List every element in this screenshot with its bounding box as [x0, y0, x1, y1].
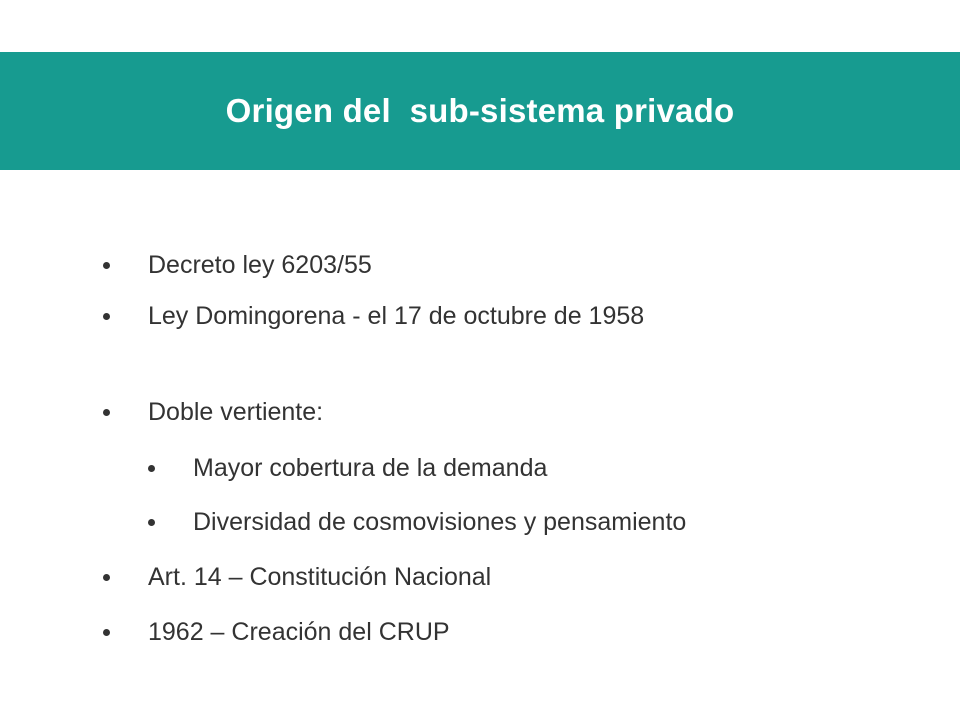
bullet-text: 1962 – Creación del CRUP — [148, 617, 450, 646]
bullet-text: Ley Domingorena - el 17 de octubre de 1958 — [148, 301, 645, 330]
sub-bullet-item — [148, 502, 686, 542]
bullet-item — [103, 557, 491, 597]
bullet-dot-icon — [103, 262, 110, 269]
slide-title: Origen del sub-sistema privado — [225, 92, 735, 129]
sub-bullet-item — [148, 448, 547, 488]
bullet-text: Art. 14 – Constitución Nacional — [148, 562, 492, 591]
bullet-dot-icon — [103, 409, 110, 416]
bullet-dot-icon — [148, 465, 155, 472]
bullet-dot-icon — [148, 519, 155, 526]
bullet-item — [103, 392, 323, 432]
bullet-text: Diversidad de cosmovisiones y pensamiento — [193, 507, 687, 536]
bullet-item — [103, 612, 450, 652]
bullet-dot-icon — [103, 629, 110, 636]
bullet-dot-icon — [103, 313, 110, 320]
bullet-dot-icon — [103, 574, 110, 581]
bullet-item — [103, 245, 372, 285]
bullet-text: Mayor cobertura de la demanda — [193, 453, 548, 482]
bullet-item — [103, 296, 644, 336]
bullet-text: Doble vertiente: — [148, 397, 324, 426]
bullet-text: Decreto ley 6203/55 — [148, 250, 372, 279]
